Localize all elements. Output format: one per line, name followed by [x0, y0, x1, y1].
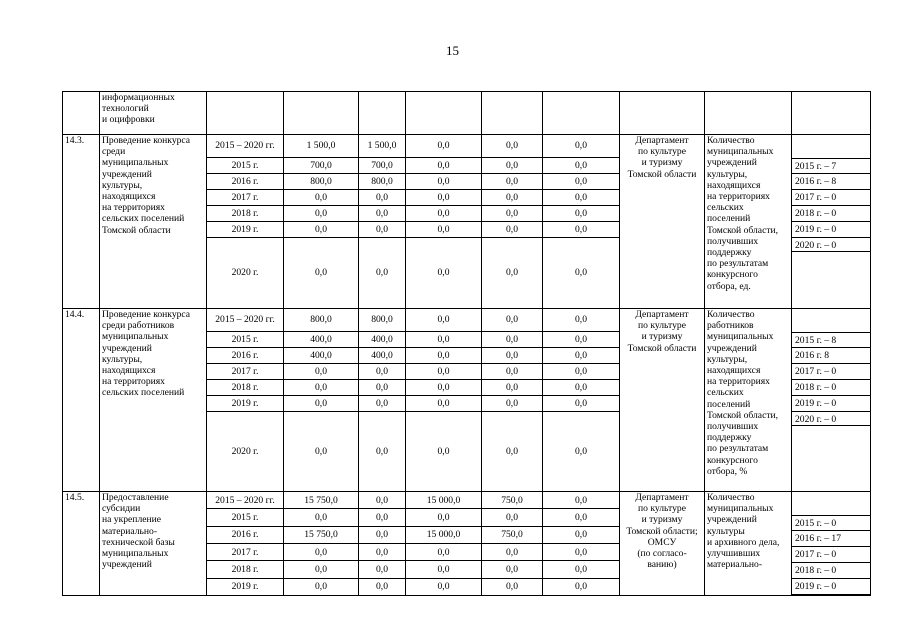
amount-cell: 0,0 — [284, 543, 359, 560]
amount-cell: 0,0 — [482, 364, 543, 380]
period-cell: 2015 г. — [207, 158, 284, 174]
amount-cell: 0,0 — [359, 578, 406, 595]
period-cell: 2019 г. — [207, 222, 284, 238]
amount-cell: 0,0 — [543, 509, 620, 526]
amount-cell: 0,0 — [543, 135, 620, 158]
amount-cell: 0,0 — [359, 396, 406, 412]
period-cell: 2020 г. — [207, 238, 284, 309]
amount-cell: 0,0 — [359, 222, 406, 238]
result-value — [792, 135, 870, 158]
amount-cell: 0,0 — [543, 222, 620, 238]
amount-cell: 400,0 — [359, 332, 406, 348]
amount-cell: 1 500,0 — [284, 135, 359, 158]
activity-name: Предоставление субсидии на укрепление материально- технической базы муниципальных учреждений — [100, 492, 207, 596]
amount-cell: 15 750,0 — [284, 526, 359, 543]
result-value: 2015 г. – 7 — [792, 158, 870, 174]
amount-cell: 0,0 — [543, 309, 620, 332]
amount-cell: 0,0 — [482, 206, 543, 222]
amount-cell: 400,0 — [284, 348, 359, 364]
amount-cell: 0,0 — [406, 396, 482, 412]
period-cell: 2020 г. — [207, 412, 284, 492]
result-value: 2017 г. – 0 — [792, 547, 870, 563]
amount-cell: 0,0 — [543, 364, 620, 380]
result-value: 2020 г. – 0 — [792, 238, 870, 252]
amount-cell: 0,0 — [406, 348, 482, 364]
period-cell: 2015 г. — [207, 332, 284, 348]
table-row — [63, 135, 871, 158]
amount-cell: 0,0 — [482, 380, 543, 396]
result-value: 2016 г. – 17 — [792, 531, 870, 547]
amount-cell: 0,0 — [406, 238, 482, 309]
result-value: 2018 г. – 0 — [792, 563, 870, 579]
table-row — [63, 309, 871, 332]
amount-cell: 0,0 — [406, 412, 482, 492]
amount-cell: 0,0 — [406, 509, 482, 526]
period-cell: 2015 – 2020 гг. — [207, 135, 284, 158]
amount-cell: 0,0 — [543, 206, 620, 222]
amount-cell: 0,0 — [406, 578, 482, 595]
amount-cell: 0,0 — [359, 561, 406, 578]
amount-cell: 0,0 — [482, 578, 543, 595]
result-value: 2020 г. – 0 — [792, 412, 870, 426]
amount-cell: 700,0 — [284, 158, 359, 174]
amount-cell: 0,0 — [406, 364, 482, 380]
amount-cell: 0,0 — [543, 348, 620, 364]
result-value: 2019 г. – 0 — [792, 222, 870, 238]
amount-cell: 0,0 — [543, 190, 620, 206]
section-number: 14.5. — [63, 492, 100, 596]
amount-cell: 400,0 — [284, 332, 359, 348]
amount-cell: 0,0 — [284, 238, 359, 309]
amount-cell: 0,0 — [359, 190, 406, 206]
amount-cell: 0,0 — [406, 135, 482, 158]
period-cell: 2018 г. — [207, 561, 284, 578]
period-cell: 2018 г. — [207, 206, 284, 222]
amount-cell: 0,0 — [482, 222, 543, 238]
amount-cell: 0,0 — [406, 561, 482, 578]
amount-cell: 0,0 — [359, 543, 406, 560]
amount-cell: 0,0 — [284, 561, 359, 578]
amount-cell: 0,0 — [284, 206, 359, 222]
result-value — [792, 309, 870, 332]
amount-cell: 0,0 — [543, 158, 620, 174]
result-value: 2017 г. – 0 — [792, 364, 870, 380]
responsible-department: Департамент по культуре и туризму Томской области — [620, 309, 705, 492]
period-cell: 2017 г. — [207, 190, 284, 206]
period-cell: 2019 г. — [207, 578, 284, 595]
amount-cell: 0,0 — [482, 509, 543, 526]
amount-cell: 0,0 — [543, 561, 620, 578]
period-cell: 2016 г. — [207, 526, 284, 543]
amount-cell: 0,0 — [482, 543, 543, 560]
amount-cell: 0,0 — [359, 206, 406, 222]
amount-cell: 0,0 — [284, 412, 359, 492]
period-cell: 2016 г. — [207, 174, 284, 190]
period-cell: 2015 – 2020 гг. — [207, 492, 284, 509]
amount-cell: 0,0 — [284, 190, 359, 206]
result-value: 2018 г. – 0 — [792, 206, 870, 222]
amount-cell: 0,0 — [359, 380, 406, 396]
amount-cell: 0,0 — [543, 332, 620, 348]
amount-cell: 0,0 — [406, 158, 482, 174]
amount-cell: 750,0 — [482, 526, 543, 543]
amount-cell: 700,0 — [359, 158, 406, 174]
amount-cell: 0,0 — [482, 332, 543, 348]
amount-cell: 0,0 — [359, 509, 406, 526]
amount-cell: 0,0 — [482, 158, 543, 174]
amount-cell: 0,0 — [543, 578, 620, 595]
section-number: 14.3. — [63, 135, 100, 309]
amount-cell: 0,0 — [406, 380, 482, 396]
section-number: 14.4. — [63, 309, 100, 492]
program-activities-table — [62, 91, 871, 596]
activity-name: Проведение конкурса среди муниципальных учреждений культуры, находящихся на территориях сельских поселений Томской области — [100, 135, 207, 309]
result-value: 2019 г. – 0 — [792, 396, 870, 412]
amount-cell: 800,0 — [359, 309, 406, 332]
amount-cell: 0,0 — [482, 190, 543, 206]
indicator-description: Количество муниципальных учреждений культуры, находящихся на территориях сельских поселений Томской области, получивших поддержку по результатам конкурсного отбора, ед. — [705, 135, 792, 309]
amount-cell: 0,0 — [359, 526, 406, 543]
amount-cell: 0,0 — [543, 380, 620, 396]
period-cell: 2017 г. — [207, 364, 284, 380]
amount-cell: 0,0 — [284, 578, 359, 595]
table-row — [63, 492, 871, 509]
period-cell: 2017 г. — [207, 543, 284, 560]
amount-cell: 1 500,0 — [359, 135, 406, 158]
amount-cell: 0,0 — [482, 396, 543, 412]
amount-cell: 0,0 — [359, 492, 406, 509]
result-values — [792, 309, 871, 492]
amount-cell: 0,0 — [543, 174, 620, 190]
amount-cell: 0,0 — [543, 238, 620, 309]
amount-cell: 800,0 — [359, 174, 406, 190]
responsible-department: Департамент по культуре и туризму Томской области — [620, 135, 705, 309]
period-cell: 2015 г. — [207, 509, 284, 526]
amount-cell: 0,0 — [543, 412, 620, 492]
result-value: 2017 г. – 0 — [792, 190, 870, 206]
result-value: 2016 г. – 8 — [792, 174, 870, 190]
amount-cell: 0,0 — [482, 348, 543, 364]
table-row-carryover — [63, 92, 871, 135]
amount-cell: 0,0 — [406, 190, 482, 206]
amount-cell: 0,0 — [543, 396, 620, 412]
result-values — [792, 135, 871, 309]
result-value: 2015 г. – 8 — [792, 332, 870, 348]
activity-name: Проведение конкурса среди работников муниципальных учреждений культуры, находящихся на территориях сельских поселений — [100, 309, 207, 492]
result-value: 2018 г. – 0 — [792, 380, 870, 396]
amount-cell: 0,0 — [284, 222, 359, 238]
period-cell: 2015 – 2020 гг. — [207, 309, 284, 332]
amount-cell: 15 000,0 — [406, 526, 482, 543]
amount-cell: 15 000,0 — [406, 492, 482, 509]
responsible-department: Департамент по культуре и туризму Томской области; ОМСУ (по согласо- ванию) — [620, 492, 705, 596]
amount-cell: 0,0 — [482, 309, 543, 332]
amount-cell: 0,0 — [406, 206, 482, 222]
amount-cell: 0,0 — [543, 543, 620, 560]
result-values — [792, 492, 871, 596]
amount-cell: 0,0 — [406, 543, 482, 560]
amount-cell: 0,0 — [543, 526, 620, 543]
amount-cell: 0,0 — [359, 412, 406, 492]
amount-cell: 0,0 — [482, 561, 543, 578]
result-value: 2016 г. 8 — [792, 348, 870, 364]
amount-cell: 0,0 — [482, 135, 543, 158]
carryover-text: информационных технологий и оцифровки — [100, 92, 207, 135]
amount-cell: 750,0 — [482, 492, 543, 509]
amount-cell: 0,0 — [406, 309, 482, 332]
amount-cell: 0,0 — [543, 492, 620, 509]
period-cell: 2016 г. — [207, 348, 284, 364]
amount-cell: 0,0 — [482, 238, 543, 309]
amount-cell: 0,0 — [284, 364, 359, 380]
amount-cell: 400,0 — [359, 348, 406, 364]
page-number: 15 — [446, 43, 459, 58]
period-cell: 2018 г. — [207, 380, 284, 396]
result-value — [792, 492, 870, 515]
amount-cell: 0,0 — [284, 509, 359, 526]
amount-cell: 0,0 — [359, 364, 406, 380]
period-cell: 2019 г. — [207, 396, 284, 412]
indicator-description: Количество работников муниципальных учреждений культуры, находящихся на территориях сельских поселений Томской области, получивших поддержку по результатам конкурсного отбора, % — [705, 309, 792, 492]
amount-cell: 800,0 — [284, 174, 359, 190]
amount-cell: 0,0 — [406, 222, 482, 238]
amount-cell: 0,0 — [284, 380, 359, 396]
amount-cell: 0,0 — [482, 174, 543, 190]
amount-cell: 800,0 — [284, 309, 359, 332]
amount-cell: 0,0 — [482, 412, 543, 492]
amount-cell: 0,0 — [284, 396, 359, 412]
amount-cell: 0,0 — [406, 174, 482, 190]
result-value: 2019 г. – 0 — [792, 579, 870, 595]
amount-cell: 0,0 — [359, 238, 406, 309]
indicator-description: Количество муниципальных учреждений культуры и архивного дела, улучшивших материально- — [705, 492, 792, 596]
amount-cell: 0,0 — [406, 332, 482, 348]
amount-cell: 15 750,0 — [284, 492, 359, 509]
result-value: 2015 г. – 0 — [792, 515, 870, 531]
